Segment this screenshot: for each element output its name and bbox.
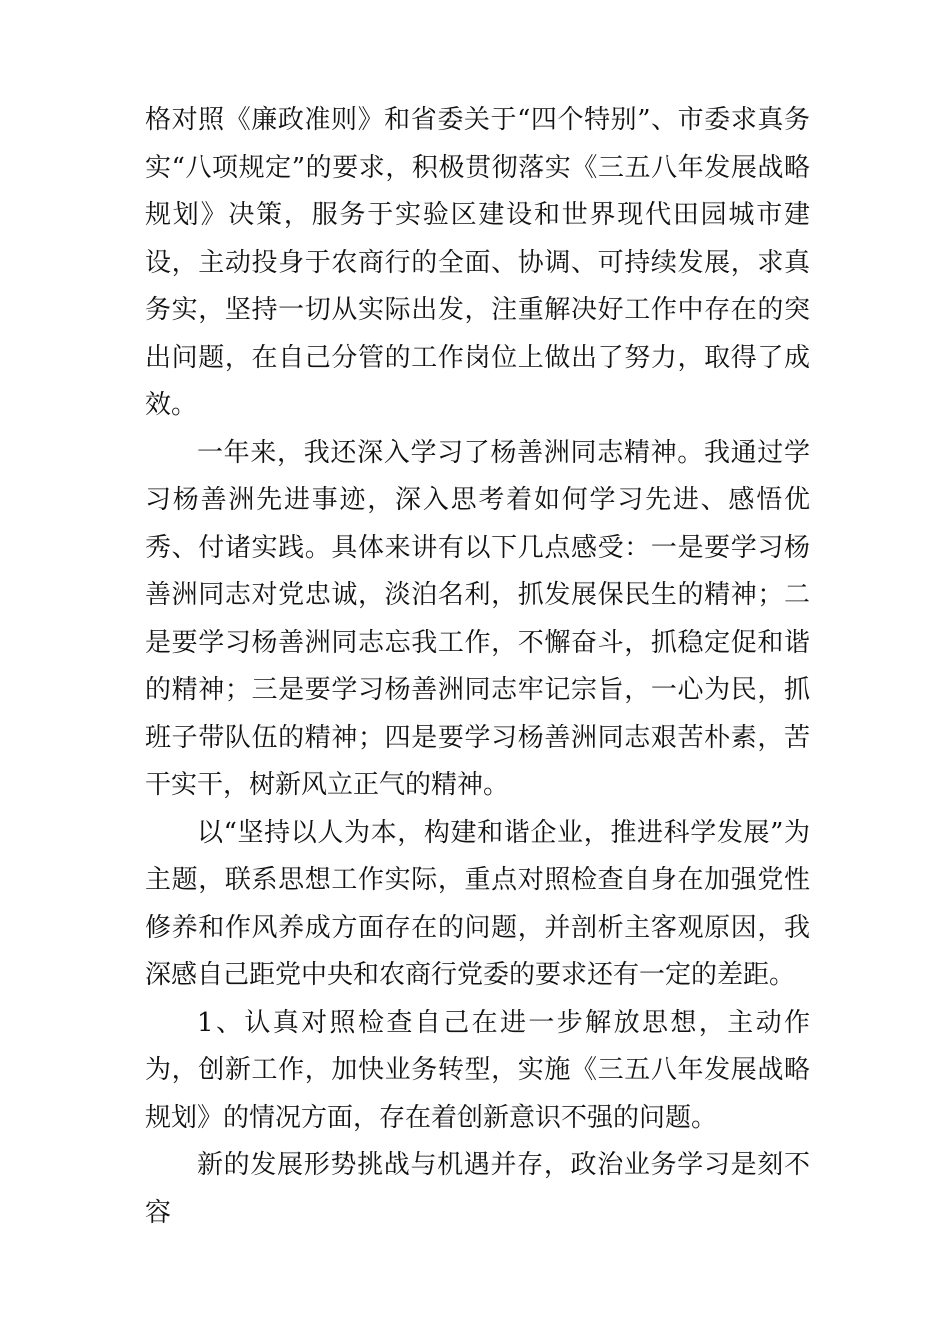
document-body — [145, 97, 810, 1237]
paragraph-4: 1、认真对照检查自己在进一步解放思想，主动作为，创新工作，加快业务转型，实施《三五八年发展战略规划》的情况方面，存在着创新意识不强的问题。 — [145, 1007, 810, 1133]
paragraph-1: 格对照《廉政准则》和省委关于“四个特别”、市委求真务实“八项规定”的要求，积极贯彻落实《三五八年发展战略规划》决策，服务于实验区建设和世界现代田园城市建设，主动投身于农商行的全面、协调、可持续发展，求真务实，坚持一切从实际出发，注重解决好工作中存在的突出问题，在自己分管的工作岗位上做出了努力，取得了成效。 — [145, 105, 810, 420]
paragraph-2: 一年来，我还深入学习了杨善洲同志精神。我通过学习杨善洲先进事迹，深入思考着如何学习先进、感悟优秀、付诸实践。具体来讲有以下几点感受：一是要学习杨善洲同志对党忠诚，淡泊名利，抓发展保民生的精神；二是要学习杨善洲同志忘我工作，不懈奋斗，抓稳定促和谐的精神；三是要学习杨善洲同志牢记宗旨，一心为民，抓班子带队伍的精神；四是要学习杨善洲同志艰苦朴素，苦干实干，树新风立正气的精神。 — [145, 437, 810, 800]
paragraph-3: 以“坚持以人为本，构建和谐企业，推进科学发展”为主题，联系思想工作实际，重点对照检查自身在加强党性修养和作风养成方面存在的问题，并剖析主客观原因，我深感自己距党中央和农商行党委的要求还有一定的差距。 — [145, 817, 810, 990]
paragraph-5: 新的发展形势挑战与机遇并存，政治业务学习是刻不容 — [145, 1150, 810, 1228]
